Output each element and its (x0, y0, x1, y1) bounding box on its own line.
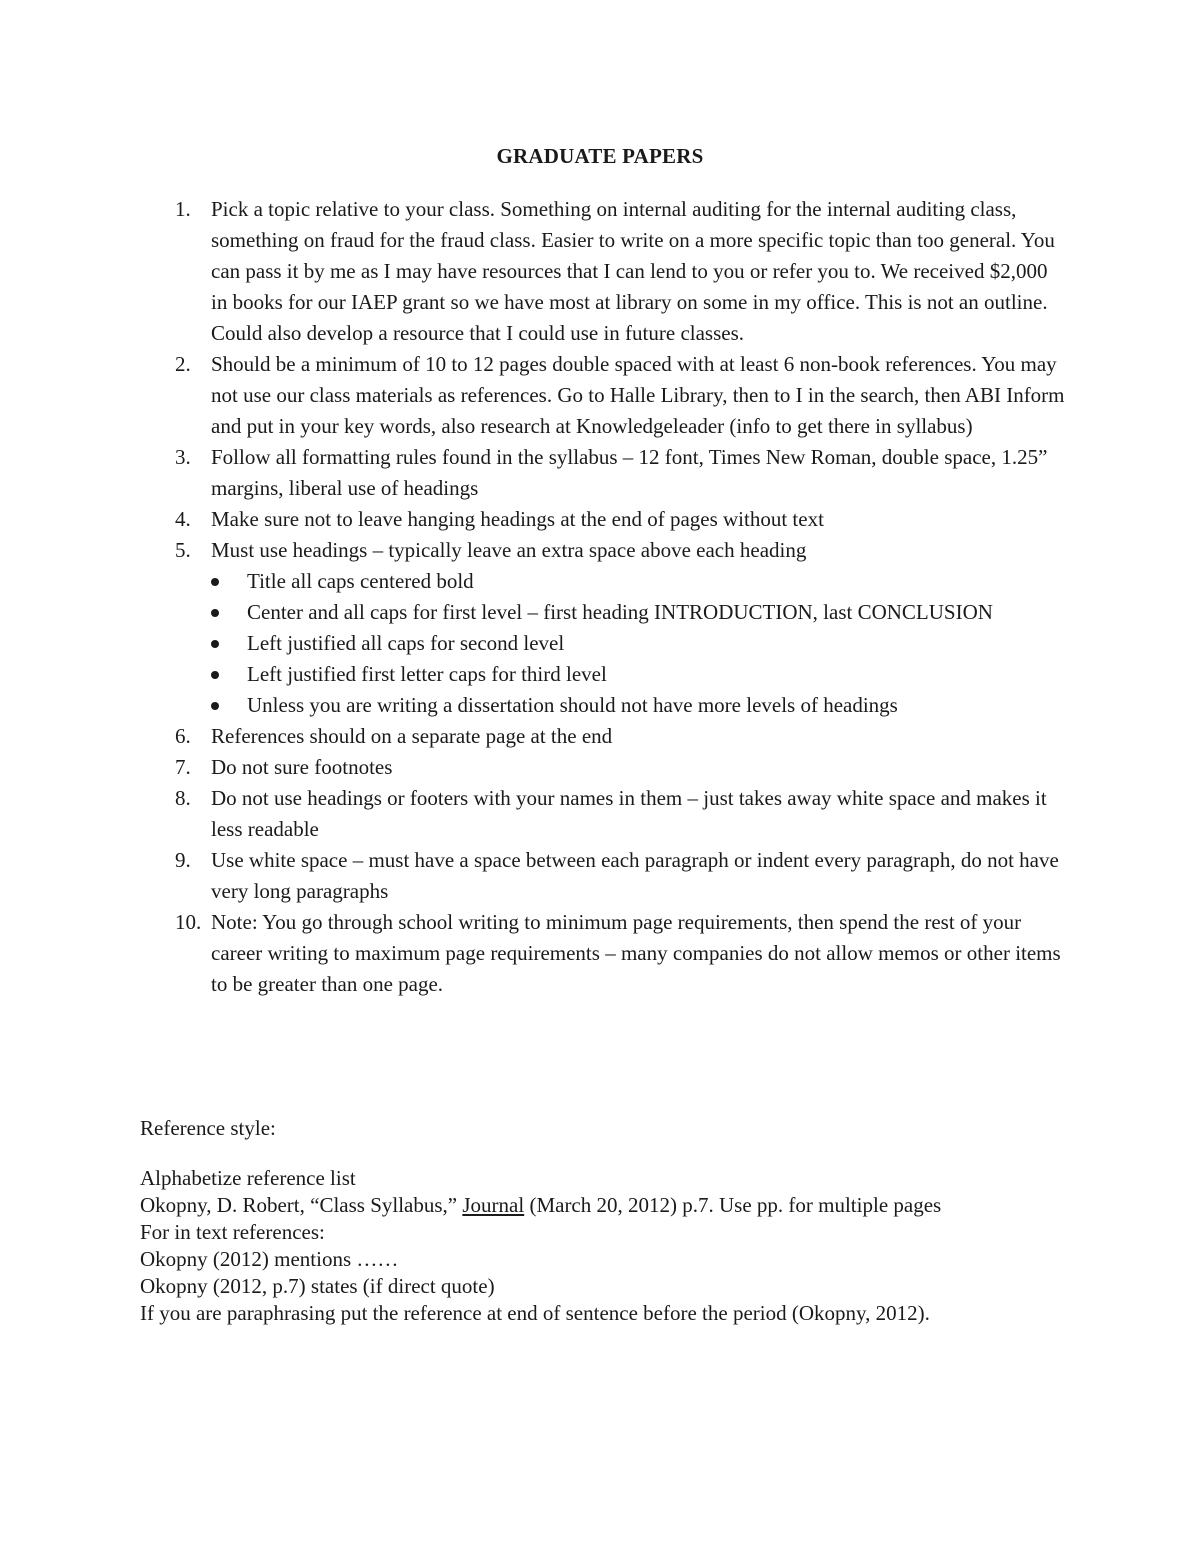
guidelines-list (140, 194, 1065, 1000)
paraphrase-note: If you are paraphrasing put the reference at end of sentence before the period (Okopny, 2012). (140, 1301, 930, 1325)
item-text: References should on a separate page at the end (211, 724, 613, 748)
item-text: Must use headings – typically leave an extra space above each heading (211, 538, 807, 562)
item-number: 10. (175, 910, 202, 934)
bullet-item (211, 566, 1065, 597)
bullet-icon (211, 640, 219, 648)
item-number: 9. (175, 848, 191, 872)
reference-style-label: Reference style: (140, 1116, 276, 1140)
bullet-item (211, 597, 1065, 628)
item-number: 7. (175, 755, 191, 779)
reference-notes (140, 1165, 1100, 1327)
bullet-icon (211, 671, 219, 679)
page-title: GRADUATE PAPERS (496, 144, 704, 168)
bullet-item (211, 659, 1065, 690)
item-text: Do not use headings or footers with your names in them – just takes away white space and makes it less readable (211, 786, 1047, 841)
item-number: 1. (175, 197, 191, 221)
list-item (140, 194, 1065, 349)
item-number: 2. (175, 352, 191, 376)
bullet-item (211, 628, 1065, 659)
bullet-text: Center and all caps for first level – first heading INTRODUCTION, last CONCLUSION (247, 600, 993, 624)
list-item (140, 535, 1065, 721)
item-text: Should be a minimum of 10 to 12 pages double spaced with at least 6 non-book references. You may not use our class materials as references. Go to Halle Library, then to I in the search, then ABI Inform and put in your key words, also research at Knowledgeleader (info to get there in syllabus) (211, 352, 1065, 438)
item-text: Pick a topic relative to your class. Something on internal auditing for the internal auditing class, something on fraud for the fraud class. Easier to write on a more specific topic than too general. You can pass it by me as I may have resources that I can lend to you or refer you to. We received $2,000 in books for our IAEP grant so we have most at library on some in my office. This is not an outline. Could also develop a resource that I could use in future classes. (211, 197, 1055, 345)
bullet-text: Unless you are writing a dissertation should not have more levels of headings (247, 693, 898, 717)
heading-rules-list (211, 566, 1065, 721)
item-text: Note: You go through school writing to minimum page requirements, then spend the rest of your career writing to maximum page requirements – many companies do not allow memos or other items to be greater than one page. (211, 910, 1061, 996)
reference-example-suffix: (March 20, 2012) p.7. Use pp. for multiple pages (524, 1193, 942, 1217)
list-item (140, 845, 1065, 907)
alphabetize-note: Alphabetize reference list (140, 1166, 356, 1190)
item-number: 4. (175, 507, 191, 531)
bullet-icon (211, 609, 219, 617)
bullet-icon (211, 578, 219, 586)
reference-example-prefix: Okopny, D. Robert, “Class Syllabus,” (140, 1193, 463, 1217)
list-item (140, 783, 1065, 845)
item-number: 8. (175, 786, 191, 810)
item-text: Follow all formatting rules found in the syllabus – 12 font, Times New Roman, double space, 1.25” margins, liberal use of headings (211, 445, 1048, 500)
item-text: Use white space – must have a space between each paragraph or indent every paragraph, do not have very long paragraphs (211, 848, 1059, 903)
item-number: 5. (175, 538, 191, 562)
item-number: 6. (175, 724, 191, 748)
reference-journal: Journal (462, 1193, 525, 1217)
bullet-icon (211, 702, 219, 710)
quote-example: Okopny (2012, p.7) states (if direct quote) (140, 1274, 495, 1298)
mention-example: Okopny (2012) mentions …… (140, 1247, 399, 1271)
list-item (140, 752, 1065, 783)
list-item (140, 907, 1065, 1000)
list-item (140, 349, 1065, 442)
list-item (140, 442, 1065, 504)
item-number: 3. (175, 445, 191, 469)
item-text: Do not sure footnotes (211, 755, 393, 779)
bullet-text: Left justified first letter caps for third level (247, 662, 607, 686)
in-text-label: For in text references: (140, 1220, 325, 1244)
bullet-item (211, 690, 1065, 721)
list-item (140, 721, 1065, 752)
bullet-text: Left justified all caps for second level (247, 631, 565, 655)
list-item (140, 504, 1065, 535)
reference-example (140, 1192, 1100, 1219)
bullet-text: Title all caps centered bold (247, 569, 474, 593)
item-text: Make sure not to leave hanging headings at the end of pages without text (211, 507, 824, 531)
